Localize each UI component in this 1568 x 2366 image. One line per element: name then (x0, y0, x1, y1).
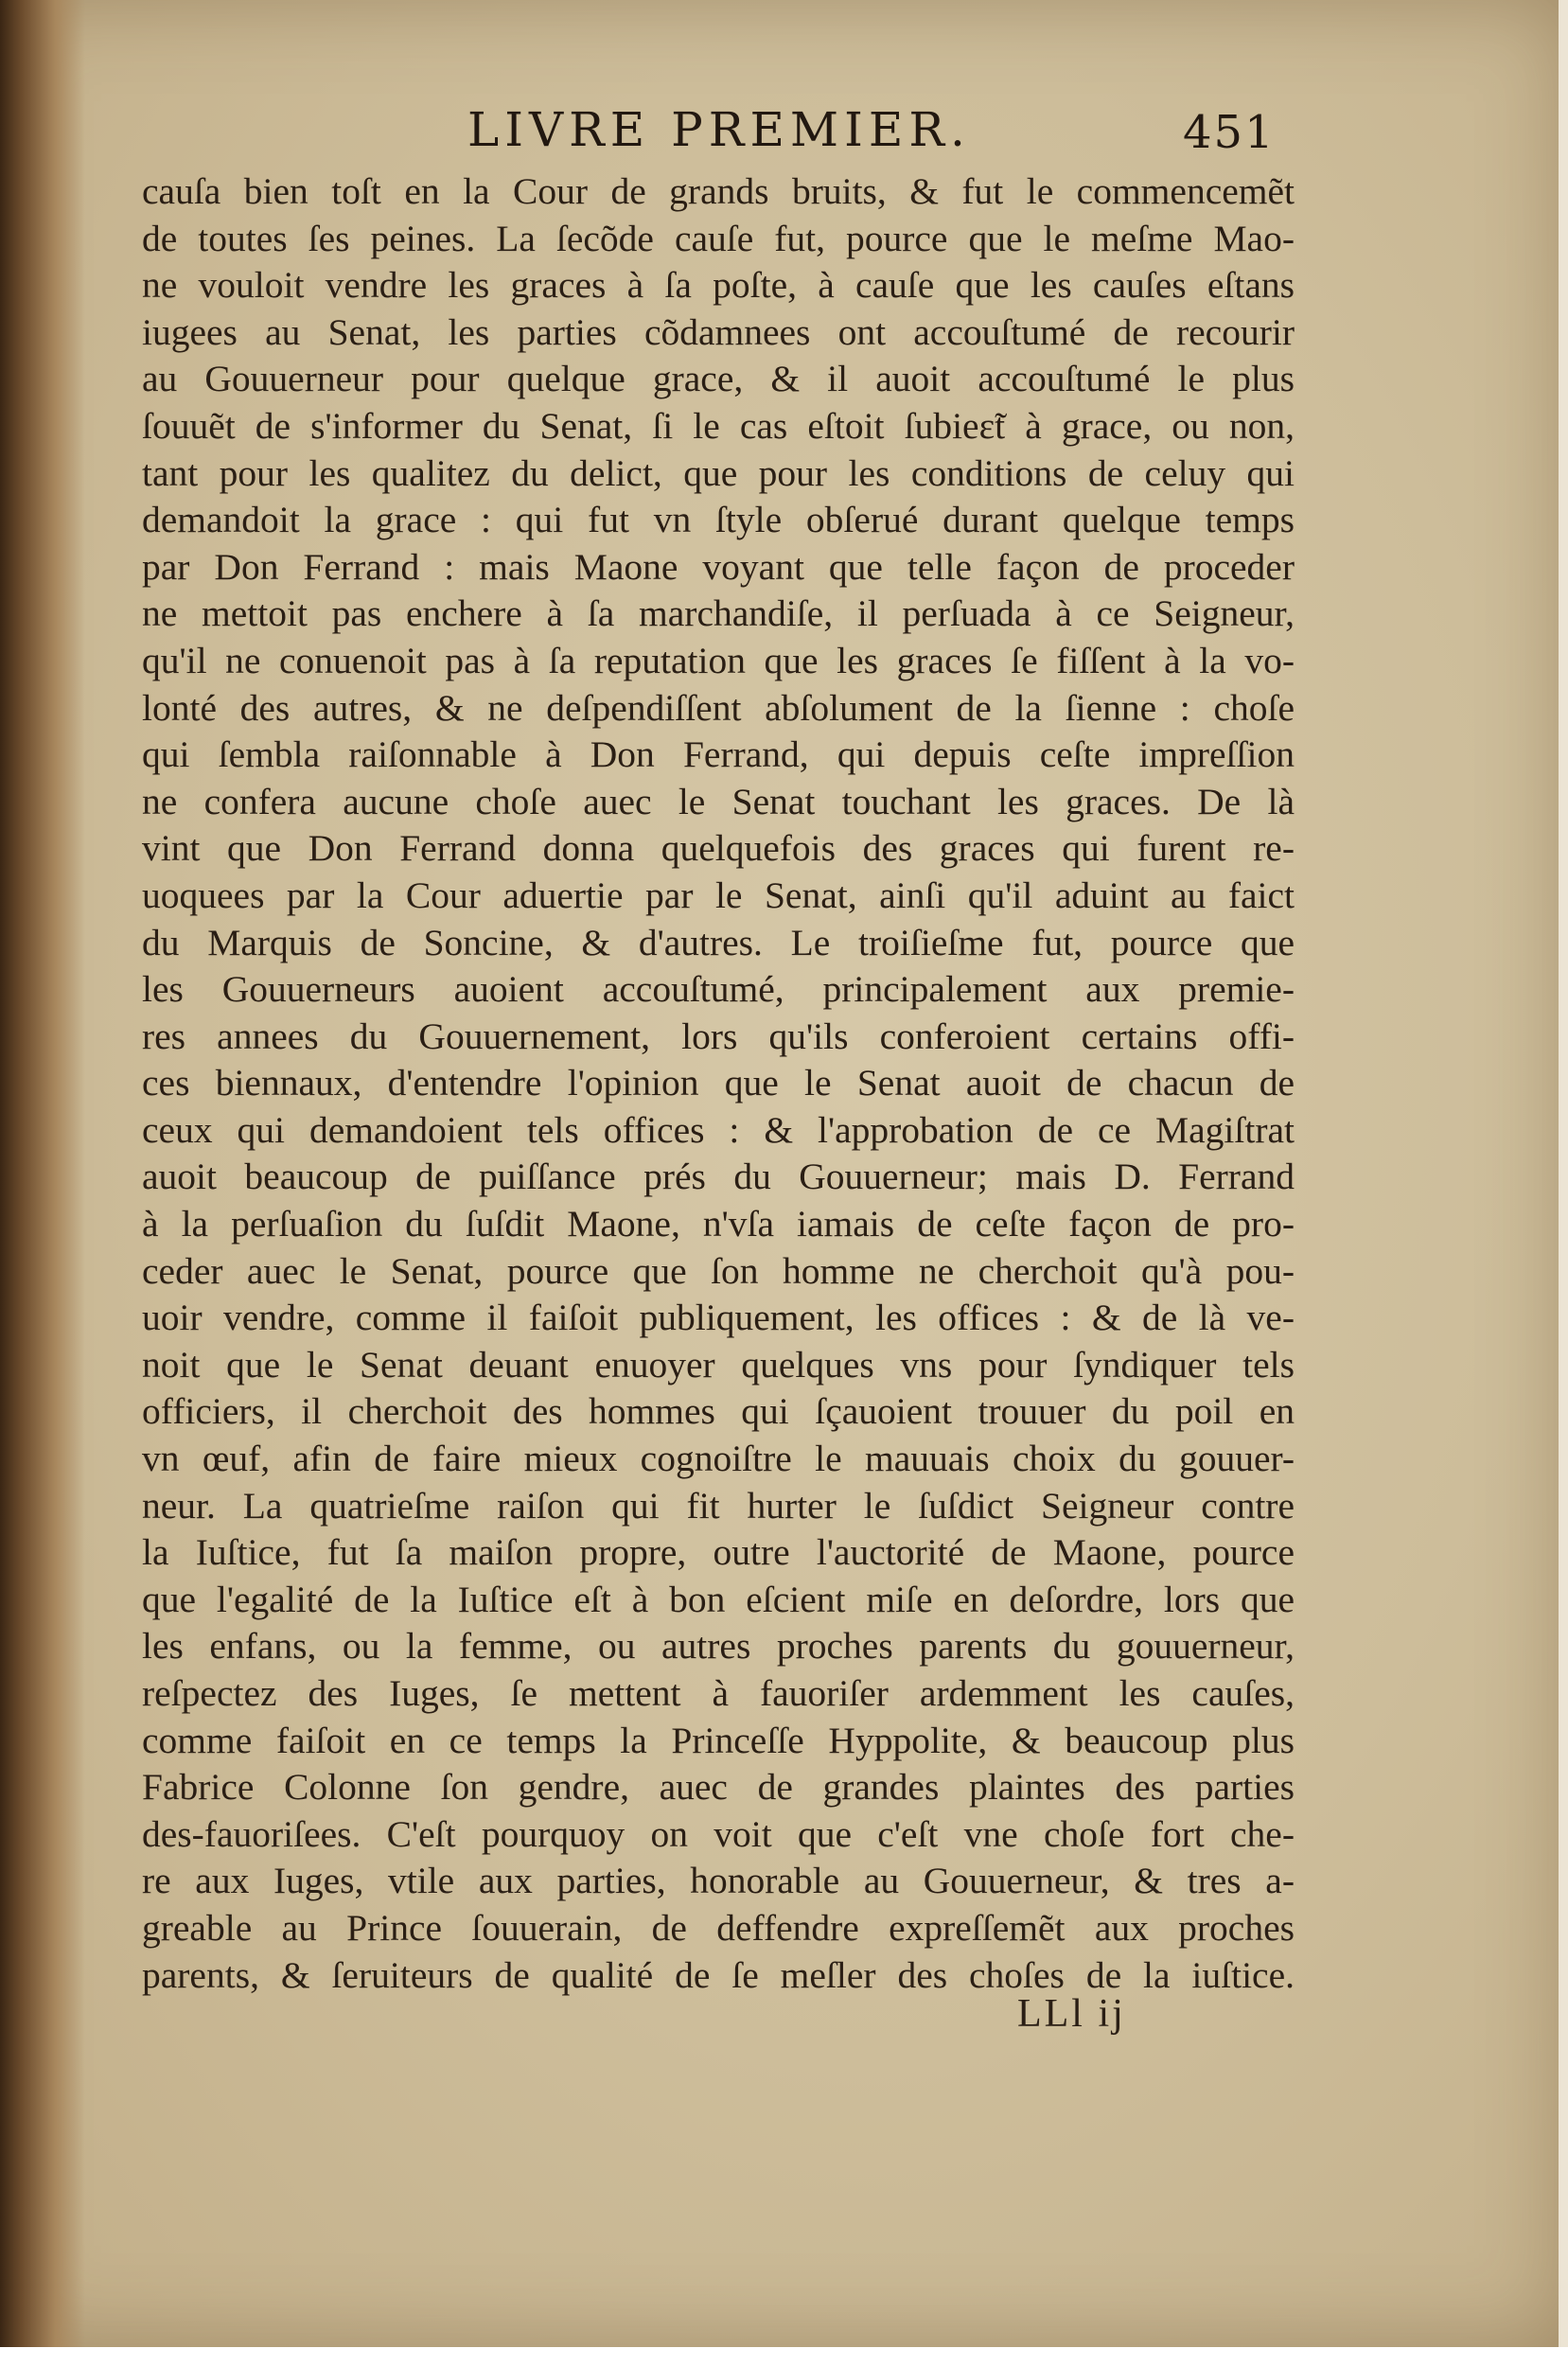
text-line: greable au Prince ſouuerain, de deffendre expreſſemẽt aux proches (142, 1906, 1295, 1949)
text-line: à la perſuaſion du ſuſdit Maone, n'vſa iamais de ceſte façon de pro- (142, 1203, 1295, 1245)
binding-edge (0, 0, 85, 2347)
text-line: uoir vendre, comme il faiſoit publiquement, les offices : & de là ve- (142, 1297, 1295, 1339)
text-line: qu'il ne conuenoit pas à ſa reputation que les graces ſe fiſſent à la vo- (142, 639, 1295, 681)
text-line: que l'egalité de la Iuſtice eſt à bon eſcient miſe en deſordre, lors que (142, 1578, 1295, 1620)
text-line: auoit beaucoup de puiſſance prés du Gouuerneur; mais D. Ferrand (142, 1156, 1295, 1198)
text-line: demandoit la grace : qui fut vn ſtyle obſerué durant quelque temps (142, 499, 1295, 541)
text-line: au Gouuerneur pour quelque grace, & il auoit accouſtumé le plus (142, 358, 1295, 400)
text-line: cauſa bien toſt en la Cour de grands bruits, & fut le commencemẽt (142, 170, 1295, 212)
running-head-title: LIVRE PREMIER. (467, 102, 971, 157)
text-line: comme faiſoit en ce temps la Princeſſe Hyppolite, & beaucoup plus (142, 1719, 1295, 1761)
text-line: ne vouloit vendre les graces à ſa poſte, à cauſe que les cauſes eſtans (142, 264, 1295, 307)
text-line: res annees du Gouuernement, lors qu'ils conferoient certains offi- (142, 1015, 1295, 1057)
text-line: ſouuẽt de s'informer du Senat, ſi le cas eſtoit ſubieɛ̃t à grace, ou non, (142, 404, 1295, 447)
text-line: lonté des autres, & ne deſpendiſſent abſolument de la ſienne : choſe (142, 686, 1295, 729)
page-number: 451 (1183, 106, 1276, 159)
text-line: vint que Don Ferrand donna quelquefois des graces qui furent re- (142, 827, 1295, 870)
text-line: noit que le Senat deuant enuoyer quelques vns pour ſyndiquer tels (142, 1343, 1295, 1386)
text-line: parents, & ſeruiteurs de qualité de ſe meſler des choſes de la iuſtice. (142, 1953, 1295, 1996)
text-line: uoquees par la Cour aduertie par le Senat, ainſi qu'il aduint au faict (142, 874, 1295, 916)
text-line: ne confera aucune choſe auec le Senat touchant les graces. De là (142, 780, 1295, 822)
text-line: de toutes ſes peines. La ſecõde cauſe fut, pource que le meſme Mao- (142, 217, 1295, 259)
text-line: ceder auec le Senat, pource que ſon homme ne cherchoit qu'à pou- (142, 1249, 1295, 1292)
text-line: par Don Ferrand : mais Maone voyant que telle façon de proceder (142, 545, 1295, 588)
body-text (142, 168, 1295, 1999)
text-line: la Iuſtice, fut ſa maiſon propre, outre l'auctorité de Maone, pource (142, 1531, 1295, 1574)
text-line: les enfans, ou la femme, ou autres proches parents du gouuerneur, (142, 1625, 1295, 1668)
text-line: officiers, il cherchoit des hommes qui ſçauoient trouuer du poil en (142, 1390, 1295, 1433)
signature-mark: LLl ij (1017, 1992, 1126, 2036)
text-line: iugees au Senat, les parties cõdamnees ont accouſtumé de recourir (142, 310, 1295, 353)
text-line: qui ſembla raiſonnable à Don Ferrand, qui depuis ceſte impreſſion (142, 733, 1295, 776)
text-line: Fabrice Colonne ſon gendre, auec de grandes plaintes des parties (142, 1766, 1295, 1809)
text-line: ces biennaux, d'entendre l'opinion que le Senat auoit de chacun de (142, 1062, 1295, 1104)
text-line: tant pour les qualitez du delict, que pour les conditions de celuy qui (142, 451, 1295, 494)
text-line: vn œuf, afin de faire mieux cognoiſtre le mauuais choix du gouuer- (142, 1438, 1295, 1480)
text-line: neur. La quatrieſme raiſon qui fit hurter le ſuſdict Seigneur contre (142, 1484, 1295, 1527)
page-margin-strip (1559, 0, 1568, 2347)
text-line: ceux qui demandoient tels offices : & l'approbation de ce Magiſtrat (142, 1108, 1295, 1151)
text-line: reſpectez des Iuges, ſe mettent à fauoriſer ardemment les cauſes, (142, 1672, 1295, 1714)
text-line: ne mettoit pas enchere à ſa marchandiſe, il perſuada à ce Seigneur, (142, 592, 1295, 635)
text-line: re aux Iuges, vtile aux parties, honorable au Gouuerneur, & tres a- (142, 1860, 1295, 1902)
text-line: des-fauoriſees. C'eſt pourquoy on voit que c'eſt vne choſe fort che- (142, 1812, 1295, 1855)
text-line: les Gouuerneurs auoient accouſtumé, principalement aux premie- (142, 968, 1295, 1011)
text-line: du Marquis de Soncine, & d'autres. Le troiſieſme fut, pource que (142, 921, 1295, 963)
